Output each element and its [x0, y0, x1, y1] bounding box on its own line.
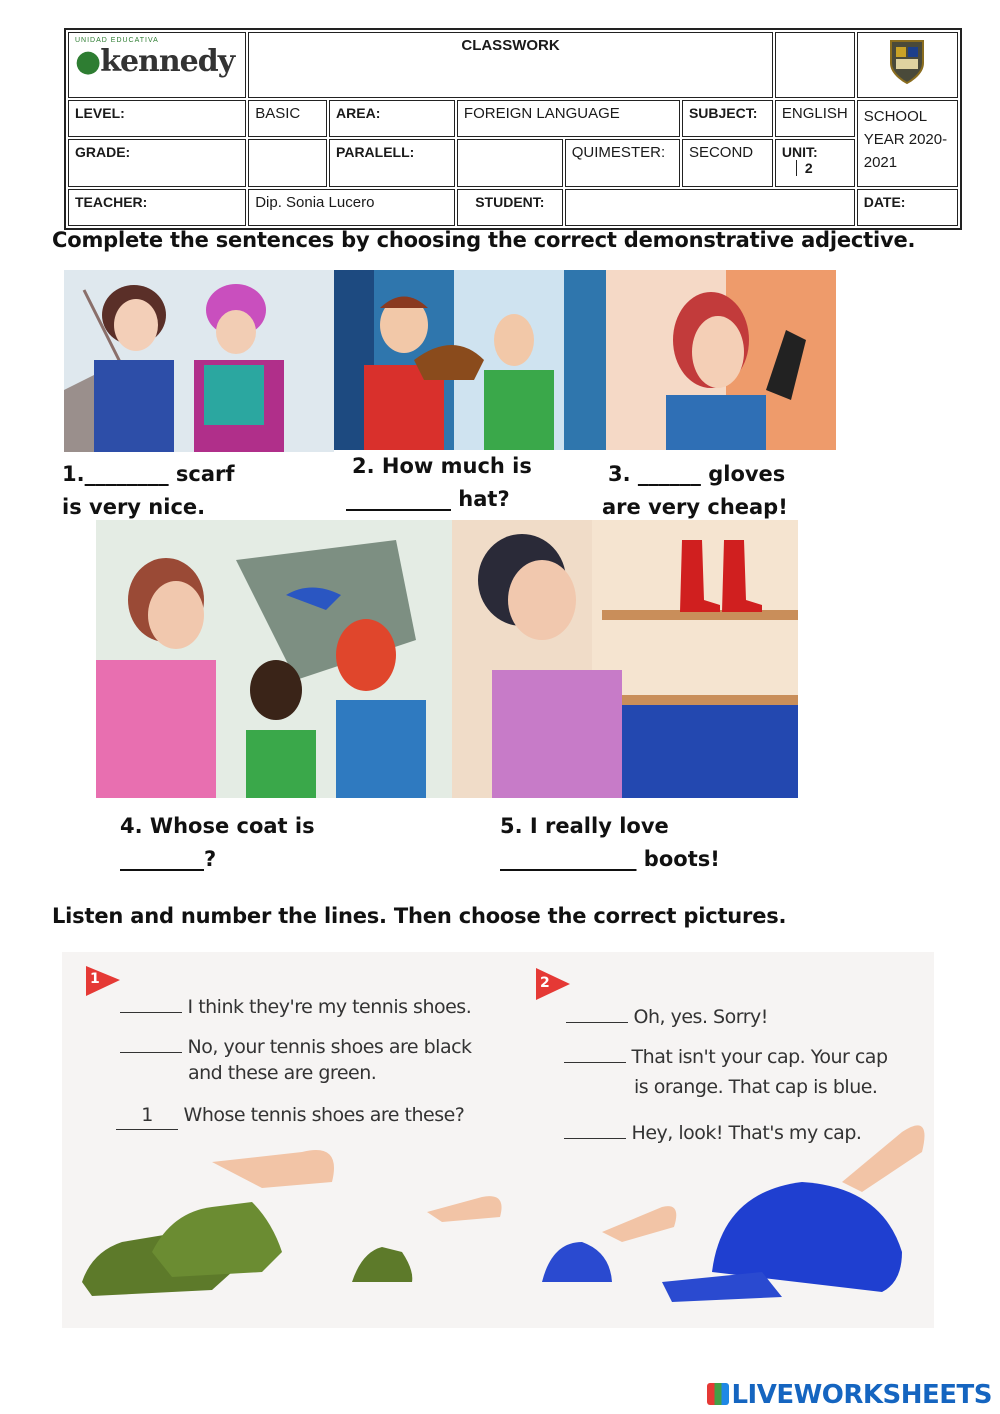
student-label: STUDENT:	[457, 189, 563, 226]
unit-label: UNIT: 2	[775, 139, 855, 187]
dialog1-number: 1	[90, 971, 100, 987]
teacher-value: Dip. Sonia Lucero	[248, 189, 455, 226]
question-4: 4. Whose coat is ________?	[120, 814, 315, 871]
brand-icon	[707, 1383, 729, 1405]
level-value: BASIC	[248, 100, 327, 137]
dialog1-line: I think they're my tennis shoes.	[120, 994, 471, 1021]
student-name-field[interactable]	[565, 189, 855, 226]
quimester-label: QUIMESTER:	[565, 139, 680, 187]
header-table	[64, 28, 962, 230]
school-year: SCHOOL YEAR 2020-2021	[857, 100, 958, 187]
teacher-label: TEACHER:	[68, 189, 246, 226]
picture-scarf	[64, 270, 334, 452]
question-1: 1.________ scarf is very nice.	[62, 462, 235, 519]
line-number-blank[interactable]	[120, 1052, 182, 1053]
grade-label: GRADE:	[68, 139, 246, 187]
area-label: AREA:	[329, 100, 455, 137]
line-number-blank[interactable]	[564, 1062, 626, 1063]
dialog2-line: That isn't your cap. Your cap	[564, 1044, 888, 1071]
dialog2-line-cont: is orange. That cap is blue.	[634, 1076, 878, 1098]
blank-cell	[775, 32, 855, 98]
subject-label: SUBJECT:	[682, 100, 773, 137]
level-label: LEVEL:	[68, 100, 246, 137]
logo-subtitle: UNIDAD EDUCATIVA	[75, 37, 159, 44]
line-number-blank[interactable]	[120, 1012, 182, 1013]
dialog2-line: Hey, look! That's my cap.	[564, 1120, 861, 1147]
worksheet-title: CLASSWORK	[248, 32, 773, 98]
picture-gloves	[606, 270, 836, 450]
question-5: 5. I really love _____________ boots!	[500, 814, 720, 871]
listening-panel	[62, 952, 934, 1328]
liveworksheets-logo: LIVEWORKSHEETS	[707, 1380, 992, 1410]
subject-value: ENGLISH	[775, 100, 855, 137]
picture-boots	[452, 520, 798, 798]
crest-icon	[857, 32, 958, 98]
dialog1-line-cont: and these are green.	[188, 1062, 377, 1084]
section2-instruction: Listen and number the lines. Then choose the correct pictures.	[52, 904, 787, 928]
school-logo	[68, 32, 246, 98]
paralell-value[interactable]	[457, 139, 563, 187]
dialog2-number: 2	[540, 975, 550, 991]
line-number-blank[interactable]: 1	[116, 1102, 178, 1130]
dialog1-line: No, your tennis shoes are black	[120, 1034, 472, 1061]
line-number-blank[interactable]	[566, 1022, 628, 1023]
date-label: DATE:	[857, 189, 958, 226]
dialog2-line: Oh, yes. Sorry!	[566, 1004, 768, 1031]
question-2: 2. How much is __________ hat?	[346, 454, 532, 511]
question-3: 3. ______ gloves are very cheap!	[602, 462, 788, 519]
area-value: FOREIGN LANGUAGE	[457, 100, 680, 137]
picture-hat	[334, 270, 606, 450]
line-number-blank[interactable]	[564, 1138, 626, 1139]
logo-name: ●kennedy	[75, 44, 235, 79]
picture-coat	[96, 520, 452, 798]
section1-instruction: Complete the sentences by choosing the correct demonstrative adjective.	[52, 228, 916, 252]
unit-value: 2	[796, 160, 813, 176]
grade-value[interactable]	[248, 139, 327, 187]
paralell-label: PARALELL:	[329, 139, 455, 187]
dialog1-line: 1 Whose tennis shoes are these?	[116, 1102, 464, 1130]
quimester-value: SECOND	[682, 139, 773, 187]
